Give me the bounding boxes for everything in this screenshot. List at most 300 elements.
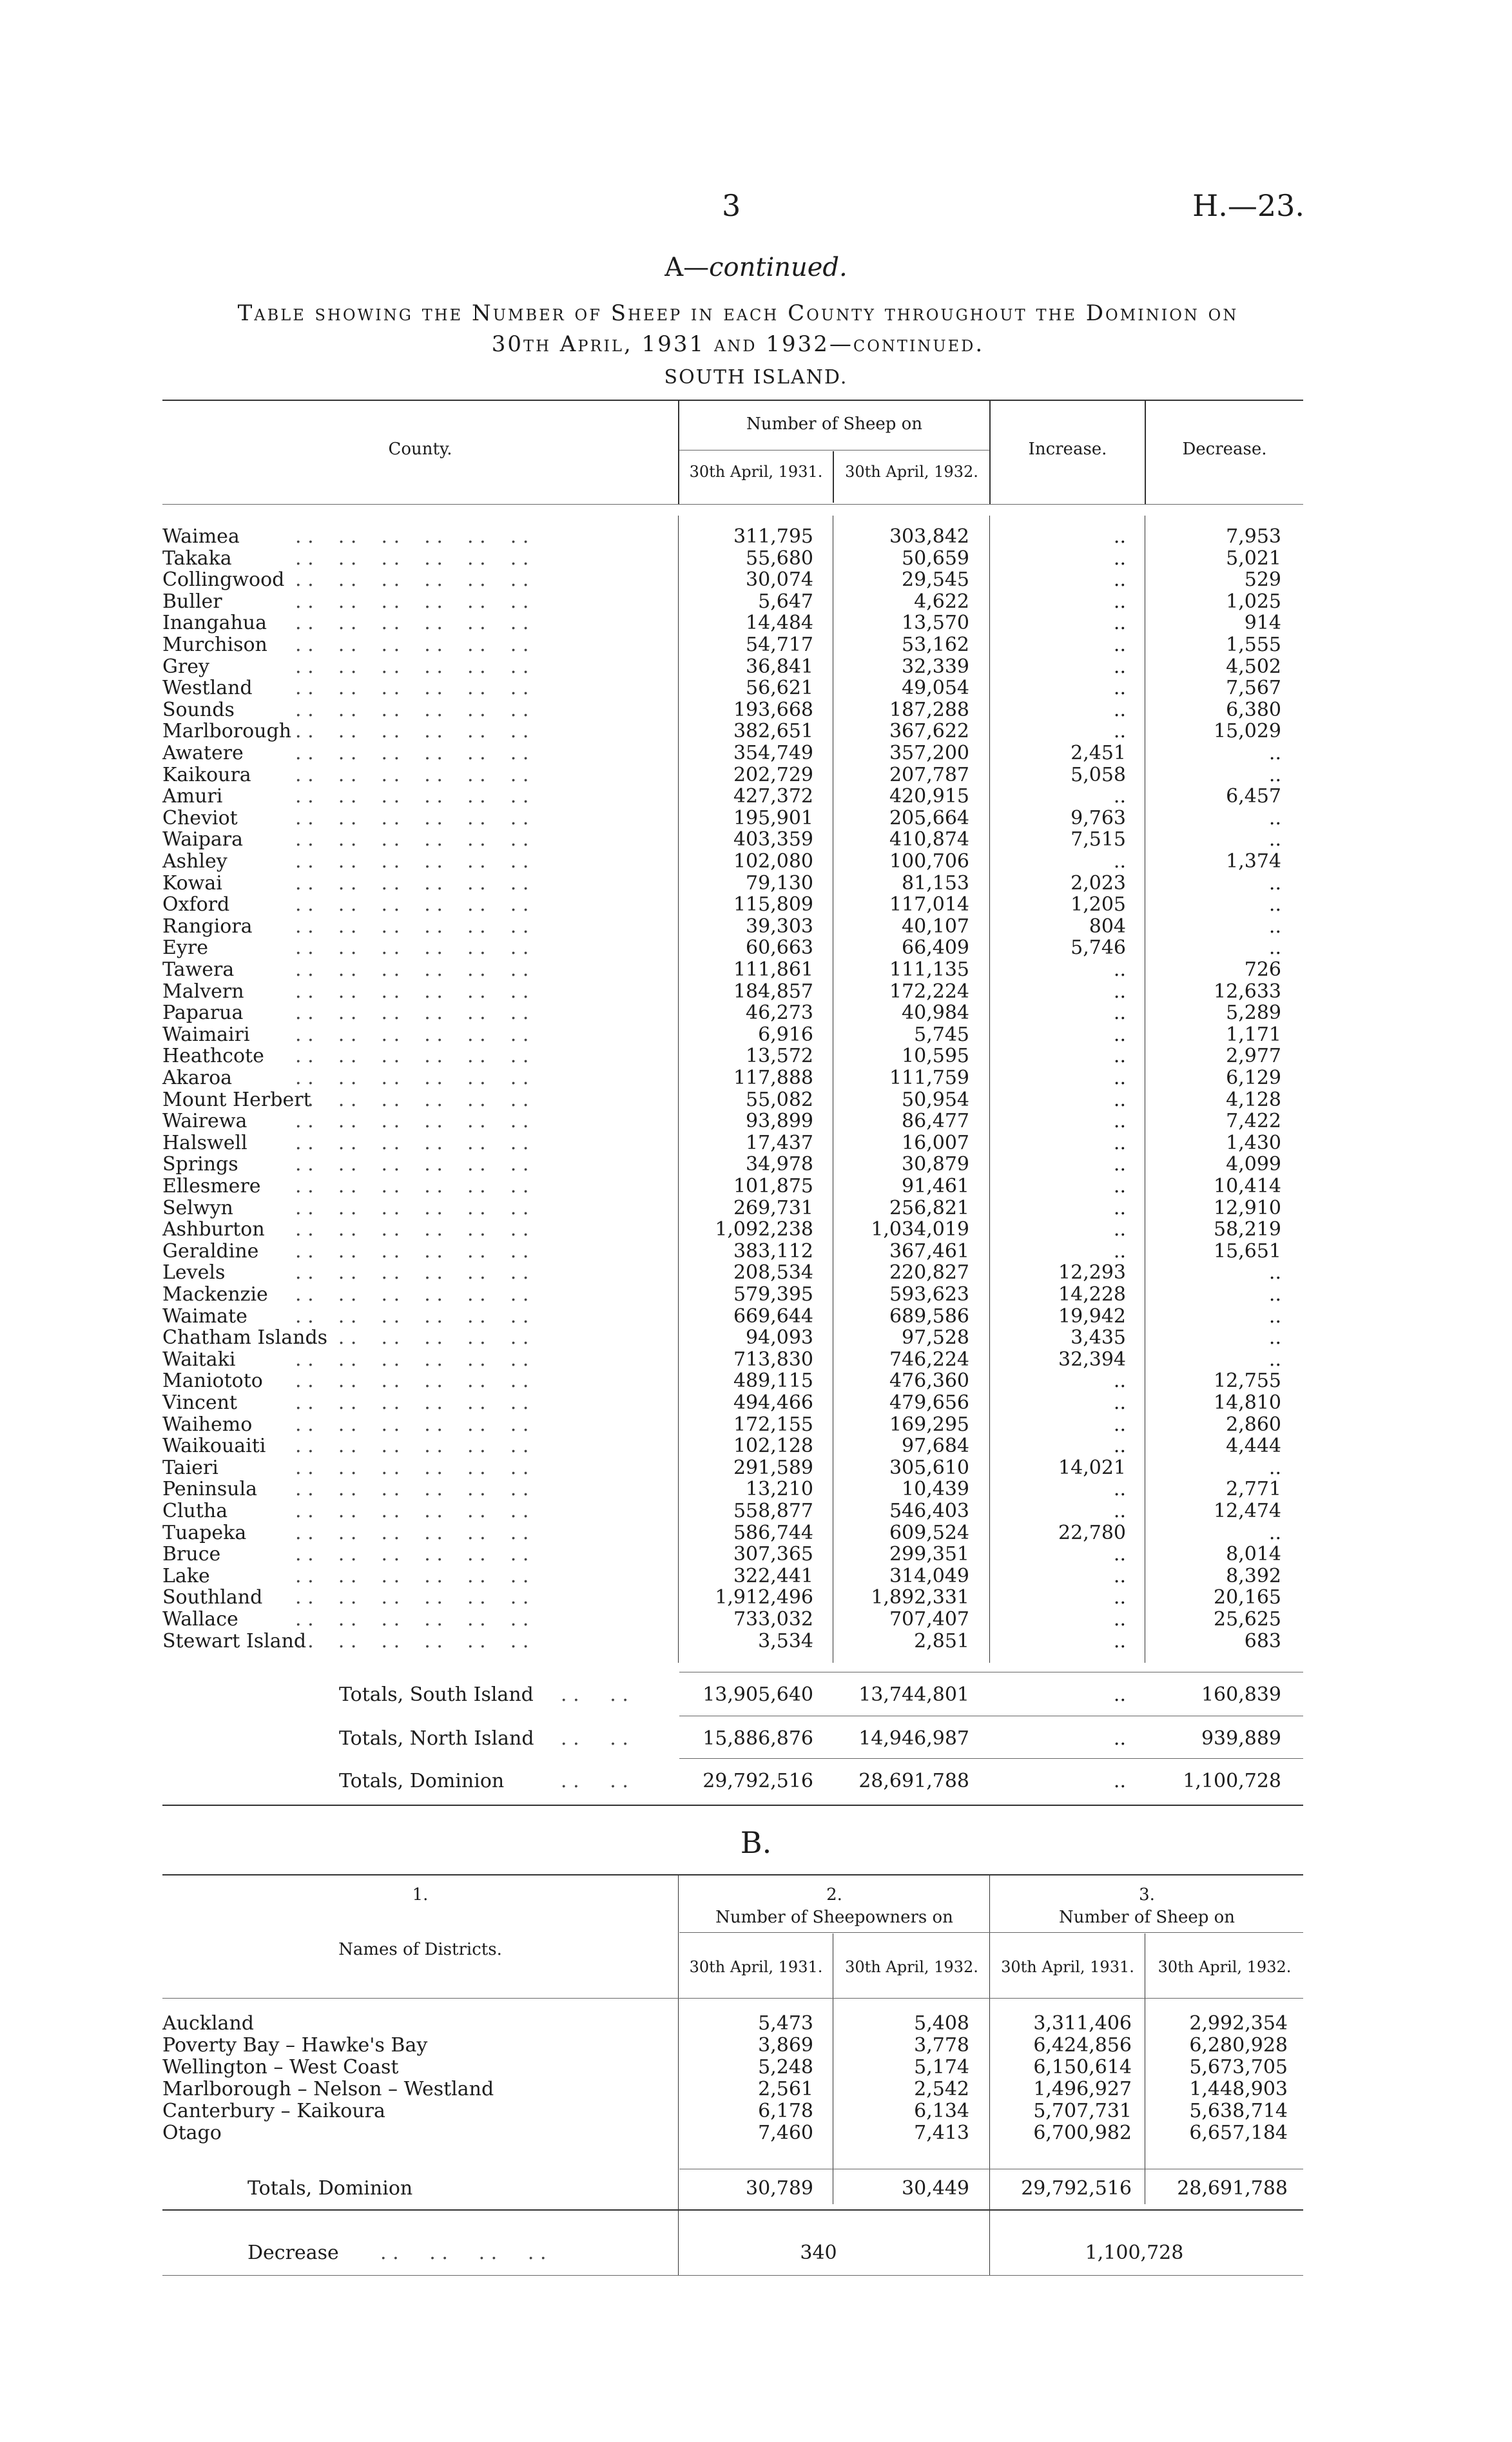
decrease: 6,380 <box>1226 698 1281 721</box>
county-name: Cheviot <box>162 806 238 829</box>
table-row <box>0 2078 1512 2100</box>
table-row <box>0 1543 1512 1565</box>
owners-1932: 5,408 <box>914 2012 969 2035</box>
table-row <box>0 2100 1512 2122</box>
totals-bottom-rule <box>162 2209 1303 2211</box>
table-row <box>0 1045 1512 1067</box>
increase: .. <box>1113 1067 1126 1089</box>
decrease: 7,567 <box>1226 677 1281 700</box>
sheep-1931: 17,437 <box>746 1131 813 1154</box>
decrease: 4,099 <box>1226 1153 1281 1176</box>
owners-1931: 5,248 <box>758 2056 813 2079</box>
decrease: .. <box>1268 1326 1281 1350</box>
leader-dots: . . . . . . . . . . . . <box>295 915 529 938</box>
decrease: 683 <box>1244 1629 1281 1652</box>
increase: .. <box>1113 785 1126 808</box>
leader-dots: . . . . . . . . . . . . <box>295 1478 529 1501</box>
leader-dots: . . . . <box>561 1770 628 1792</box>
table-row <box>0 1305 1512 1327</box>
increase: .. <box>1113 590 1126 613</box>
sheep-1932: 367,622 <box>889 720 969 743</box>
leader-dots: . . . . . . . . . . . . <box>295 1088 529 1111</box>
sheep-1932: 6,280,928 <box>1189 2034 1288 2057</box>
sheep-1932: 86,477 <box>902 1110 969 1133</box>
leader-dots: . . . . . . . . . . . . <box>295 720 529 743</box>
increase: 3,435 <box>1071 1326 1126 1350</box>
decrease: 914 <box>1244 612 1281 635</box>
county-name: Grey <box>162 655 210 678</box>
sheep-1931: 111,861 <box>733 958 813 981</box>
sheep-1932: 100,706 <box>889 850 969 873</box>
table-row <box>0 1522 1512 1544</box>
owners-1932: 7,413 <box>914 2122 969 2144</box>
sheep-1932: 420,915 <box>889 785 969 808</box>
increase: .. <box>1113 1629 1126 1652</box>
sheep-1932: 40,107 <box>902 915 969 938</box>
table-row <box>0 2012 1512 2034</box>
county-name: Tawera <box>162 958 235 981</box>
table-row <box>0 1435 1512 1457</box>
sheep-1931: 36,841 <box>746 655 813 678</box>
decrease: 6,457 <box>1226 785 1281 808</box>
decrease: 12,910 <box>1214 1196 1281 1219</box>
county-name: Heathcote <box>162 1045 264 1068</box>
sheep-1931: 558,877 <box>733 1500 813 1522</box>
sheep-1932: 49,054 <box>902 677 969 700</box>
county-name: Southland <box>162 1586 263 1609</box>
totals-1932: 14,946,987 <box>858 1727 969 1750</box>
increase: .. <box>1113 1435 1126 1458</box>
sheep-1931: 39,303 <box>746 915 813 938</box>
increase: .. <box>1113 1608 1126 1631</box>
totals-rule <box>679 1758 1303 1759</box>
table-row <box>0 936 1512 958</box>
sheep-1931: 208,534 <box>733 1261 813 1284</box>
table-row <box>0 1197 1512 1219</box>
county-name: Paparua <box>162 1002 244 1025</box>
sheep-1931: 5,647 <box>758 590 813 613</box>
table-row <box>0 850 1512 872</box>
leader-dots: . . . . <box>561 1683 628 1706</box>
decrease: 4,444 <box>1226 1435 1281 1458</box>
sheep-1931: 6,916 <box>758 1023 813 1046</box>
increase: .. <box>1113 980 1126 1003</box>
leader-dots: . . . . . . . . . . . . <box>295 1067 529 1089</box>
sheep-1931: 403,359 <box>733 828 813 851</box>
sheep-1931: 94,093 <box>746 1326 813 1350</box>
decrease: 529 <box>1244 568 1281 592</box>
sheep-1931: 193,668 <box>733 698 813 721</box>
col-increase-header: Increase. <box>1028 440 1107 459</box>
sheep-1931: 322,441 <box>733 1564 813 1587</box>
sheep-1931: 195,901 <box>733 806 813 829</box>
sheep-1932: 220,827 <box>889 1261 969 1284</box>
table-row <box>0 1413 1512 1435</box>
sheep-1932: 367,461 <box>889 1239 969 1263</box>
b-decrease-sheep: 1,100,728 <box>1085 2242 1184 2264</box>
sheep-1932: 97,684 <box>902 1435 969 1458</box>
sheep-1931: 102,128 <box>733 1435 813 1458</box>
sheep-1931: 733,032 <box>733 1608 813 1631</box>
sheep-1932: 546,403 <box>889 1500 969 1522</box>
sheep-1931: 46,273 <box>746 1002 813 1025</box>
leader-dots: . . . . . . . . . . . . <box>295 1002 529 1025</box>
leader-dots: . . . . . . . . . . . . <box>295 1435 529 1458</box>
table-row <box>0 1348 1512 1370</box>
county-name: Clutha <box>162 1500 228 1522</box>
decrease: .. <box>1268 1283 1281 1306</box>
table-a-top-rule <box>162 400 1303 401</box>
b-sheep-1932-header: 30th April, 1932. <box>1158 1958 1292 1976</box>
col-1931-header: 30th April, 1931. <box>689 463 823 481</box>
sheep-1932: 207,787 <box>889 763 969 786</box>
sheep-1931: 307,365 <box>733 1543 813 1566</box>
b-totals-owners-1932: 30,449 <box>902 2177 969 2200</box>
decrease: 2,977 <box>1226 1045 1281 1068</box>
sheep-1932: 30,879 <box>902 1153 969 1176</box>
increase: .. <box>1113 1500 1126 1522</box>
sheep-1931: 79,130 <box>746 871 813 895</box>
header-bottom-rule <box>162 1998 1303 1999</box>
owners-1932: 2,542 <box>914 2078 969 2100</box>
b-sheep-1931-header: 30th April, 1931. <box>1001 1958 1134 1976</box>
leader-dots: . . . . . . . . . . . . <box>295 1543 529 1566</box>
decrease: 14,810 <box>1214 1391 1281 1414</box>
leader-dots: . . . . . . . . . . . . <box>295 1370 529 1393</box>
sheep-1932: 91,461 <box>902 1175 969 1197</box>
sheep-1932: 117,014 <box>889 893 969 916</box>
county-name: Inangahua <box>162 612 267 635</box>
table-row <box>0 1132 1512 1154</box>
totals-1932: 28,691,788 <box>858 1770 969 1792</box>
sheep-1932: 50,954 <box>902 1088 969 1111</box>
increase: .. <box>1113 1239 1126 1263</box>
table-row <box>0 1023 1512 1045</box>
decrease: 15,029 <box>1214 720 1281 743</box>
b-totals-sheep-1932: 28,691,788 <box>1177 2177 1288 2200</box>
decrease: 5,021 <box>1226 547 1281 570</box>
sheep-1931: 6,424,856 <box>1033 2034 1132 2057</box>
table-row <box>0 828 1512 850</box>
county-name: Halswell <box>162 1131 247 1154</box>
sheep-1931: 291,589 <box>733 1456 813 1479</box>
decrease: .. <box>1268 763 1281 786</box>
increase: 5,058 <box>1071 763 1126 786</box>
sheep-1932: 5,745 <box>914 1023 969 1046</box>
decrease: 726 <box>1244 958 1281 981</box>
increase: .. <box>1113 1023 1126 1046</box>
owners-1931: 7,460 <box>758 2122 813 2144</box>
county-name: Mackenzie <box>162 1283 268 1306</box>
county-name: Bruce <box>162 1543 221 1566</box>
sheep-1931: 713,830 <box>733 1348 813 1371</box>
increase: .. <box>1113 1131 1126 1154</box>
table-row <box>0 2034 1512 2056</box>
sheep-1932: 305,610 <box>889 1456 969 1479</box>
leader-dots: . . . . . . . . . . . . <box>295 1608 529 1631</box>
totals-decrease: 160,839 <box>1201 1683 1281 1706</box>
sheep-1932: 2,992,354 <box>1189 2012 1288 2035</box>
sheep-1931: 311,795 <box>733 525 813 548</box>
decrease: .. <box>1268 806 1281 829</box>
decrease: 1,374 <box>1226 850 1281 873</box>
increase: .. <box>1113 568 1126 592</box>
district-name: Wellington – West Coast <box>162 2056 399 2079</box>
table-b-decrease-row <box>0 2242 1512 2267</box>
county-name: Waimea <box>162 525 240 548</box>
table-row <box>0 612 1512 634</box>
decrease: 2,860 <box>1226 1413 1281 1436</box>
sheep-1932: 479,656 <box>889 1391 969 1414</box>
district-name: Auckland <box>162 2012 254 2035</box>
decrease: 7,953 <box>1226 525 1281 548</box>
leader-dots: . . . . . . . . . . . . <box>295 698 529 721</box>
sheep-1931: 55,082 <box>746 1088 813 1111</box>
sheep-1931: 93,899 <box>746 1110 813 1133</box>
decrease: .. <box>1268 915 1281 938</box>
decrease: 4,502 <box>1226 655 1281 678</box>
document-reference: H.—23. <box>1192 188 1304 223</box>
county-name: Springs <box>162 1153 238 1176</box>
totals-label: Totals, Dominion <box>339 1770 505 1792</box>
owners-1931: 5,473 <box>758 2012 813 2035</box>
sheep-1932: 111,135 <box>889 958 969 981</box>
owners-1932: 3,778 <box>914 2034 969 2057</box>
decrease: 8,392 <box>1226 1564 1281 1587</box>
section-a-heading: A—continued. <box>664 253 848 282</box>
sheep-1931: 494,466 <box>733 1391 813 1414</box>
sheep-1931: 6,150,614 <box>1033 2056 1132 2079</box>
district-name: Canterbury – Kaikoura <box>162 2100 385 2122</box>
county-name: Levels <box>162 1261 226 1284</box>
increase: .. <box>1113 1002 1126 1025</box>
table-row <box>0 2122 1512 2144</box>
table-row <box>0 590 1512 612</box>
sheep-1932: 10,439 <box>902 1478 969 1501</box>
table-row <box>0 958 1512 980</box>
col-decrease-header: Decrease. <box>1182 440 1267 459</box>
leader-dots: . . . . . . . . . . . . <box>295 785 529 808</box>
table-b-totals-row <box>0 2177 1512 2203</box>
county-name: Sounds <box>162 698 235 721</box>
table-row <box>0 980 1512 1002</box>
table-row <box>0 1586 1512 1608</box>
increase: 1,205 <box>1071 893 1126 916</box>
decrease: .. <box>1268 871 1281 895</box>
county-name: Maniototo <box>162 1370 263 1393</box>
table-row <box>0 547 1512 569</box>
leader-dots: . . . . . . . . . . . . <box>295 1500 529 1522</box>
table-row <box>0 2056 1512 2078</box>
table-row <box>0 1067 1512 1089</box>
increase: .. <box>1113 655 1126 678</box>
leader-dots: . . . . . . . . . . . . <box>295 634 529 656</box>
table-row <box>0 1261 1512 1283</box>
leader-dots: . . . . . . . . . . . . <box>295 1413 529 1436</box>
sheep-1931: 5,707,731 <box>1033 2100 1132 2122</box>
decrease: 1,430 <box>1226 1131 1281 1154</box>
county-name: Marlborough <box>162 720 292 743</box>
totals-1931: 15,886,876 <box>703 1727 813 1750</box>
leader-dots: . . . . . . . . . . . . <box>295 1283 529 1306</box>
leader-dots: . . . . . . . . . . . . <box>295 547 529 570</box>
leader-dots: . . . . . . . . . . . . <box>295 763 529 786</box>
table-row <box>0 1478 1512 1500</box>
table-row <box>0 677 1512 699</box>
table-b-top-rule <box>162 1874 1303 1875</box>
increase: .. <box>1113 1218 1126 1241</box>
increase: .. <box>1113 1175 1126 1197</box>
section-b-heading: B. <box>740 1825 772 1860</box>
county-name: Waipara <box>162 828 244 851</box>
totals-increase: .. <box>1113 1727 1126 1750</box>
leader-dots: . . . . . . . . . . . . <box>295 1586 529 1609</box>
county-name: Murchison <box>162 634 267 656</box>
col2-number: 2. <box>826 1885 842 1904</box>
county-name: Rangiora <box>162 915 253 938</box>
sheep-1931: 13,210 <box>746 1478 813 1501</box>
county-name: Waihemo <box>162 1413 253 1436</box>
sheep-1931: 56,621 <box>746 677 813 700</box>
increase: .. <box>1113 1478 1126 1501</box>
table-a-bottom-rule <box>162 1805 1303 1806</box>
table-row <box>0 1391 1512 1413</box>
decrease: 20,165 <box>1214 1586 1281 1609</box>
county-name: Waikouaiti <box>162 1435 266 1458</box>
leader-dots: . . . . . . . . . . . . <box>295 806 529 829</box>
leader-dots: . . . . . . . . . . . . <box>295 1348 529 1371</box>
sheep-1932: 609,524 <box>889 1521 969 1544</box>
county-name: Ashburton <box>162 1218 265 1241</box>
county-name: Stewart Island <box>162 1629 307 1652</box>
sheep-1932: 187,288 <box>889 698 969 721</box>
sheep-1932: 1,448,903 <box>1189 2078 1288 2100</box>
decrease: 25,625 <box>1214 1608 1281 1631</box>
table-title-line-2: 30th April, 1931 and 1932—continued. <box>491 331 985 357</box>
increase: 9,763 <box>1071 806 1126 829</box>
increase: .. <box>1113 1196 1126 1219</box>
table-row <box>0 742 1512 764</box>
b-totals-owners-1931: 30,789 <box>746 2177 813 2200</box>
sheep-1931: 669,644 <box>733 1304 813 1328</box>
county-name: Vincent <box>162 1391 237 1414</box>
b-totals-sheep-1931: 29,792,516 <box>1021 2177 1132 2200</box>
sheep-1932: 6,657,184 <box>1189 2122 1288 2144</box>
table-row <box>0 720 1512 742</box>
sheep-1931: 13,572 <box>746 1045 813 1068</box>
sheep-1932: 4,622 <box>914 590 969 613</box>
table-row <box>0 1608 1512 1630</box>
leader-dots: . . . . . . . . . . . . <box>295 1045 529 1068</box>
leader-dots: . . . . . . . . . . . . <box>295 742 529 764</box>
b-owners-1932-header: 30th April, 1932. <box>845 1958 978 1976</box>
increase: .. <box>1113 1088 1126 1111</box>
decrease: 10,414 <box>1214 1175 1281 1197</box>
leader-dots: . . . . . . . . . . . . <box>295 871 529 895</box>
decrease: 12,633 <box>1214 980 1281 1003</box>
decrease: 4,128 <box>1226 1088 1281 1111</box>
decrease: 1,025 <box>1226 590 1281 613</box>
increase: .. <box>1113 1586 1126 1609</box>
table-row <box>0 1110 1512 1132</box>
table-row <box>0 1500 1512 1522</box>
increase: .. <box>1113 1413 1126 1436</box>
sheep-1932: 707,407 <box>889 1608 969 1631</box>
sheep-1931: 1,496,927 <box>1033 2078 1132 2100</box>
county-name: Wairewa <box>162 1110 247 1133</box>
increase: .. <box>1113 525 1126 548</box>
county-name: Tuapeka <box>162 1521 247 1544</box>
increase: .. <box>1113 634 1126 656</box>
sheep-1932: 172,224 <box>889 980 969 1003</box>
table-row <box>0 1175 1512 1197</box>
county-name: Collingwood <box>162 568 285 592</box>
sheep-1931: 102,080 <box>733 850 813 873</box>
table-row <box>0 655 1512 677</box>
increase: 7,515 <box>1071 828 1126 851</box>
sheep-1931: 30,074 <box>746 568 813 592</box>
county-name: Malvern <box>162 980 244 1003</box>
totals-row <box>0 1683 1512 1705</box>
table-row <box>0 1565 1512 1587</box>
leader-dots: . . . . . . . . . . . . <box>295 850 529 873</box>
county-name: Chatham Islands <box>162 1326 328 1350</box>
sheep-1932: 299,351 <box>889 1543 969 1566</box>
leader-dots: . . . . . . . . . . . . <box>295 958 529 981</box>
table-row <box>0 915 1512 937</box>
leader-dots: . . . . . . . . . . . . <box>295 1239 529 1263</box>
increase: .. <box>1113 547 1126 570</box>
sheep-1932: 5,638,714 <box>1189 2100 1288 2122</box>
totals-1931: 13,905,640 <box>703 1683 813 1706</box>
header-bottom-rule <box>162 504 1303 505</box>
county-name: Ashley <box>162 850 228 873</box>
increase: .. <box>1113 1045 1126 1068</box>
sheep-1931: 117,888 <box>733 1067 813 1089</box>
decrease: 7,422 <box>1226 1110 1281 1133</box>
sheep-1932: 40,984 <box>902 1002 969 1025</box>
increase: .. <box>1113 1110 1126 1133</box>
sheep-1931: 427,372 <box>733 785 813 808</box>
leader-dots: . . . . . . . . . . . . <box>295 612 529 635</box>
sheep-1932: 97,528 <box>902 1326 969 1350</box>
sheep-1932: 1,034,019 <box>871 1218 969 1241</box>
county-name: Wallace <box>162 1608 238 1631</box>
county-name: Westland <box>162 677 253 700</box>
increase: .. <box>1113 850 1126 873</box>
table-row <box>0 699 1512 721</box>
table-row <box>0 525 1512 547</box>
col-number-group-header: Number of Sheep on <box>746 414 923 434</box>
increase: .. <box>1113 720 1126 743</box>
table-row <box>0 1283 1512 1305</box>
totals-increase: .. <box>1113 1683 1126 1706</box>
sheep-1932: 1,892,331 <box>871 1586 969 1609</box>
sheep-1932: 169,295 <box>889 1413 969 1436</box>
table-row <box>0 785 1512 807</box>
table-title-line-1: Table showing the Number of Sheep in each County throughout the Dominion on <box>237 300 1239 326</box>
increase: 22,780 <box>1058 1521 1126 1544</box>
county-name: Kowai <box>162 871 222 895</box>
leader-dots: . . . . . . . . . . . . <box>295 1196 529 1219</box>
owners-1932: 6,134 <box>914 2100 969 2122</box>
leader-dots: . . . . . . . . . . . . <box>295 893 529 916</box>
table-row <box>0 764 1512 786</box>
table-row <box>0 1370 1512 1391</box>
sheep-1931: 202,729 <box>733 763 813 786</box>
decrease: 12,474 <box>1214 1500 1281 1522</box>
leader-dots: . . . . . . . . . . . . <box>295 655 529 678</box>
